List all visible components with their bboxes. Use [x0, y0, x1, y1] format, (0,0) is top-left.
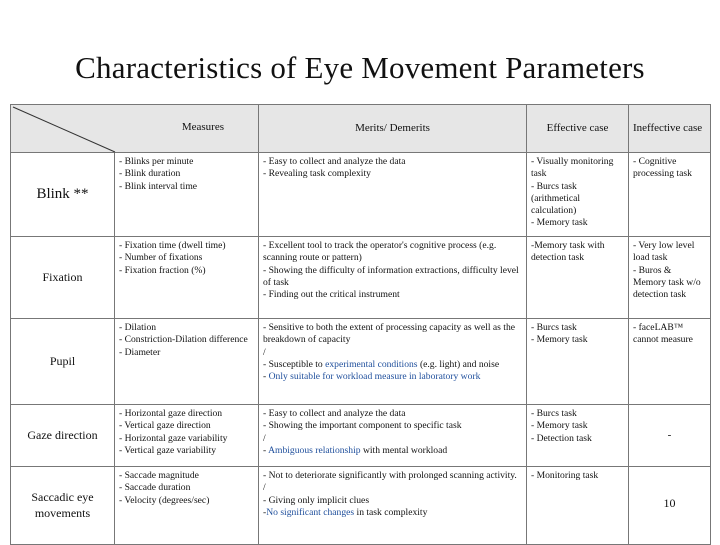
merit-item: - Sensitive to both the extent of processing capacity as well as the breakdown of capacity: [263, 322, 516, 346]
effective-cell: [527, 467, 629, 545]
row-label: Saccadic eye movements: [11, 467, 115, 545]
effective-item: - Memory task: [531, 334, 588, 346]
measures-item: - Fixation fraction (%): [119, 264, 206, 276]
table-row: [11, 237, 711, 319]
merit-text: -: [263, 371, 269, 383]
merit-text: -: [263, 506, 267, 518]
merit-item: [263, 445, 522, 457]
empty-dash: -: [667, 429, 672, 442]
row-label: Blink **: [11, 153, 115, 237]
ineffective-cell: [629, 405, 711, 467]
slide-title: Characteristics of Eye Movement Parameters: [75, 50, 645, 85]
merit-item: - Easy to collect and analyze the data: [263, 408, 406, 419]
merit-item: - Showing the important component to specific task: [263, 420, 462, 432]
merit-item: - Giving only implicit clues: [263, 494, 370, 506]
merit-item: - Finding out the critical instrument: [263, 289, 400, 301]
merit-item: /: [263, 432, 266, 444]
measures-item: - Dilation: [119, 322, 157, 333]
merit-item: - Excellent tool to track the operator's cognitive process (e.g. scanning route or pattern): [263, 240, 497, 264]
table-row: [11, 319, 711, 405]
header-effective: Effective case: [527, 105, 629, 153]
effective-item: - Memory task: [531, 217, 588, 229]
measures-item: - Horizontal gaze direction: [119, 408, 223, 419]
merit-item: - Not to deteriorate significantly with prolonged scanning activity.: [263, 470, 517, 481]
table-row: [11, 467, 711, 545]
effective-cell: [527, 405, 629, 467]
corner-cell: [11, 105, 259, 153]
measures-item: - Vertical gaze direction: [119, 420, 211, 432]
merit-item: /: [263, 482, 266, 494]
ineffective-item: - Cognitive processing task: [633, 156, 692, 180]
merits-cell: [259, 405, 527, 467]
row-label: Pupil: [11, 319, 115, 405]
measures-item: - Number of fixations: [119, 252, 203, 264]
merit-item: [263, 507, 522, 519]
merit-item: /: [263, 346, 266, 358]
merit-text: - Susceptible to: [263, 358, 326, 370]
table-row: [11, 153, 711, 237]
measures-cell: [115, 319, 259, 405]
table-row: [11, 405, 711, 467]
merit-item: [263, 359, 522, 371]
effective-item: -Memory task with detection task: [531, 240, 605, 264]
effective-item: - Visually monitoring task: [531, 156, 614, 180]
page-number: 10: [663, 496, 676, 510]
merits-cell: [259, 467, 527, 545]
measures-cell: [115, 237, 259, 319]
header-merits: Merits/ Demerits: [259, 105, 527, 153]
ineffective-cell: [629, 153, 711, 237]
merit-highlight: experimental conditions: [325, 358, 418, 370]
measures-cell: [115, 153, 259, 237]
measures-item: - Velocity (degrees/sec): [119, 494, 210, 506]
merit-text: (e.g. light) and noise: [417, 358, 500, 370]
ineffective-item: - Buros & Memory task w/o detection task: [633, 264, 701, 301]
effective-cell: [527, 153, 629, 237]
measures-cell: [115, 467, 259, 545]
measures-item: - Saccade duration: [119, 482, 191, 494]
ineffective-cell: [629, 319, 711, 405]
measures-item: - Blinks per minute: [119, 156, 194, 167]
effective-item: - Burcs task (arithmetical calculation): [531, 180, 581, 217]
measures-item: - Fixation time (dwell time): [119, 240, 226, 251]
measures-item: - Blink interval time: [119, 180, 198, 192]
effective-item: - Memory task: [531, 420, 588, 432]
header-measures: Measures: [181, 121, 224, 133]
measures-item: - Blink duration: [119, 168, 181, 180]
merit-highlight: No significant changes: [266, 506, 355, 518]
merit-text: -: [263, 444, 269, 456]
measures-item: - Saccade magnitude: [119, 470, 199, 481]
merits-cell: [259, 237, 527, 319]
merits-cell: [259, 319, 527, 405]
measures-item: - Constriction-Dilation difference: [119, 334, 248, 346]
merit-item: - Easy to collect and analyze the data: [263, 156, 406, 167]
row-label: Fixation: [11, 237, 115, 319]
merit-text: in task complexity: [354, 506, 428, 518]
ineffective-cell: [629, 237, 711, 319]
effective-item: - Monitoring task: [531, 470, 599, 481]
ineffective-item: - Very low level load task: [633, 240, 695, 264]
merit-highlight: Only suitable for workload measure in laboratory work: [268, 371, 481, 383]
merits-cell: [259, 153, 527, 237]
merit-item: [263, 371, 522, 383]
measures-cell: [115, 405, 259, 467]
ineffective-cell: [629, 467, 711, 545]
ineffective-item: - faceLAB™ cannot measure: [633, 322, 693, 346]
effective-item: - Burcs task: [531, 322, 577, 333]
header-ineffective: Ineffective case: [629, 105, 711, 153]
measures-item: - Horizontal gaze variability: [119, 432, 228, 444]
merit-item: - Revealing task complexity: [263, 168, 371, 180]
eye-movement-table: [10, 104, 711, 545]
effective-item: - Burcs task: [531, 408, 577, 419]
measures-item: - Vertical gaze variability: [119, 444, 217, 456]
merit-highlight: Ambiguous relationship: [268, 444, 361, 456]
effective-cell: [527, 319, 629, 405]
measures-item: - Diameter: [119, 346, 161, 358]
effective-cell: [527, 237, 629, 319]
effective-item: - Detection task: [531, 432, 592, 444]
merit-item: - Showing the difficulty of information extractions, difficulty level of task: [263, 264, 519, 288]
merit-text: with mental workload: [360, 444, 448, 456]
row-label: Gaze direction: [11, 405, 115, 467]
